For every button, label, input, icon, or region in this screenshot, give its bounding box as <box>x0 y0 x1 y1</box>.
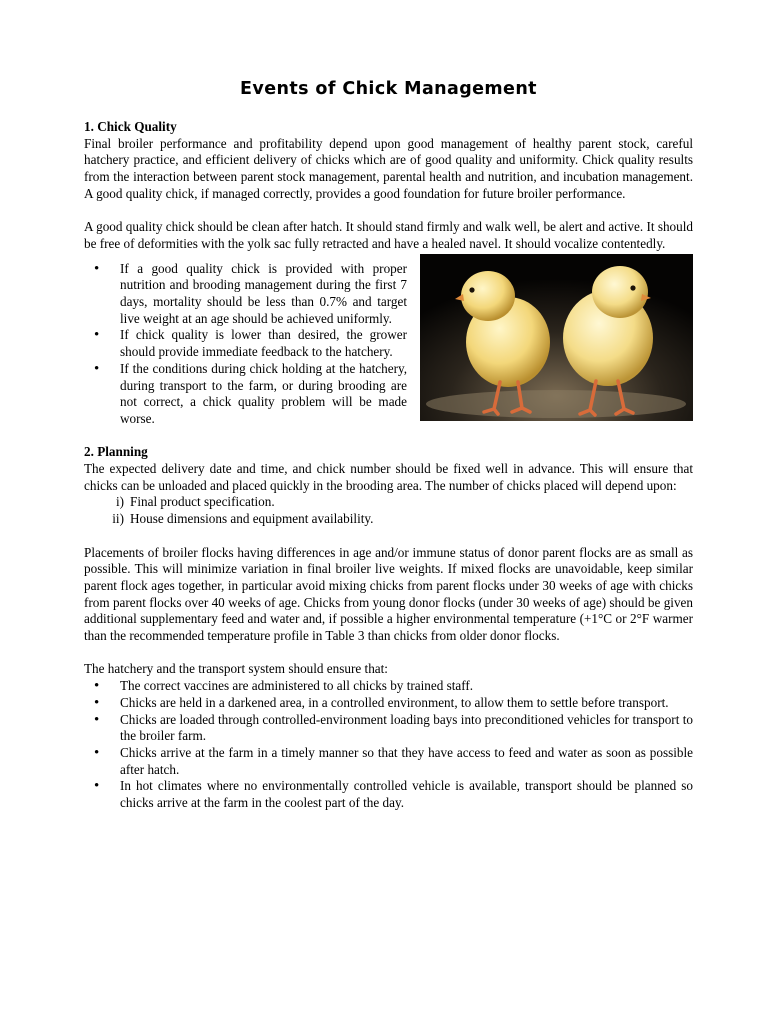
list-item: • If a good quality chick is provided with proper nutrition and brooding management during the first 7 days, mortality should be less than 0.7% and target live weight at an age should be achieved uniformly. <box>94 260 407 326</box>
section-heading-planning: 2. Planning <box>84 444 148 460</box>
bullet-icon: • <box>94 260 100 277</box>
bullet-icon: • <box>94 360 100 377</box>
list-item: • The correct vaccines are administered to all chicks by trained staff. <box>94 678 474 695</box>
bullet-icon: • <box>94 678 100 695</box>
paragraph: The expected delivery date and time, and chick number should be fixed well in advance. This will ensure that chicks can be unloaded and placed quickly in the brooding area. The number of chicks placed will depend upon: <box>84 461 693 493</box>
transport-bullet-list <box>84 678 693 812</box>
bullet-icon: • <box>94 694 100 711</box>
planning-numbered-list <box>84 494 693 527</box>
list-item: • Chicks are held in a darkened area, in a controlled environment, to allow them to settle before transport. <box>94 694 669 711</box>
page-title: Events of Chick Management <box>240 79 537 99</box>
section-heading-chick-quality: 1. Chick Quality <box>84 119 177 134</box>
bullet-icon: • <box>94 327 100 344</box>
bullet-icon: • <box>94 711 100 728</box>
paragraph: Placements of broiler flocks having differences in age and/or immune status of donor parent flocks are as small as possible. This will minimize variation in final broiler live weights. If mixed flocks are unavoidable, keep similar parent flock ages together, in particular avoid mixing chicks from parent flocks under 30 weeks of age with chicks from parent flocks over 40 weeks of age. Chicks from young donor flocks (under 30 weeks of age) should be given additional supplementary feed and water and, if possible a higher environmental temperature (+1°C or 2°F warmer than the recommended temperature profile in Table 3 than chicks from older donor flocks. <box>84 544 693 644</box>
paragraph: The hatchery and the transport system should ensure that: <box>84 661 388 677</box>
list-item: i) Final product specification. <box>115 494 275 510</box>
list-item: • Chicks arrive at the farm in a timely manner so that they have access to feed and water as soon as possible after hatch. <box>94 744 693 777</box>
list-item: • If chick quality is lower than desired, the grower should provide immediate feedback to the hatchery. <box>94 327 407 360</box>
list-item: • Chicks are loaded through controlled-environment loading bays into preconditioned vehicles for transport to the broiler farm. <box>94 711 693 744</box>
bullet-icon: • <box>94 744 100 761</box>
document-body <box>84 78 693 812</box>
list-item: • In hot climates where no environmentally controlled vehicle is available, transport should be planned so chicks arrive at the farm in the coolest part of the day. <box>94 778 693 811</box>
list-item: • If the conditions during chick holding at the hatchery, during transport to the farm, or during brooding are not correct, a chick quality problem will be made worse. <box>94 360 407 426</box>
paragraph: Final broiler performance and profitability depend upon good management of healthy parent stock, careful hatchery practice, and efficient delivery of chicks which are of good quality and uniformity. Chick quality results from the interaction between parent stock management, parental health and nutrition, and incubation management. A good quality chick, if managed correctly, provides a good foundation for future broiler performance. <box>84 135 693 201</box>
bullet-icon: • <box>94 778 100 795</box>
list-item: ii) House dimensions and equipment availability. <box>112 511 374 527</box>
paragraph: A good quality chick should be clean after hatch. It should stand firmly and walk well, be alert and active. It should be free of deformities with the yolk sac fully retracted and have a healed navel. It should vocalize contentedly. <box>84 219 693 251</box>
chick-quality-bullet-list <box>84 261 693 428</box>
